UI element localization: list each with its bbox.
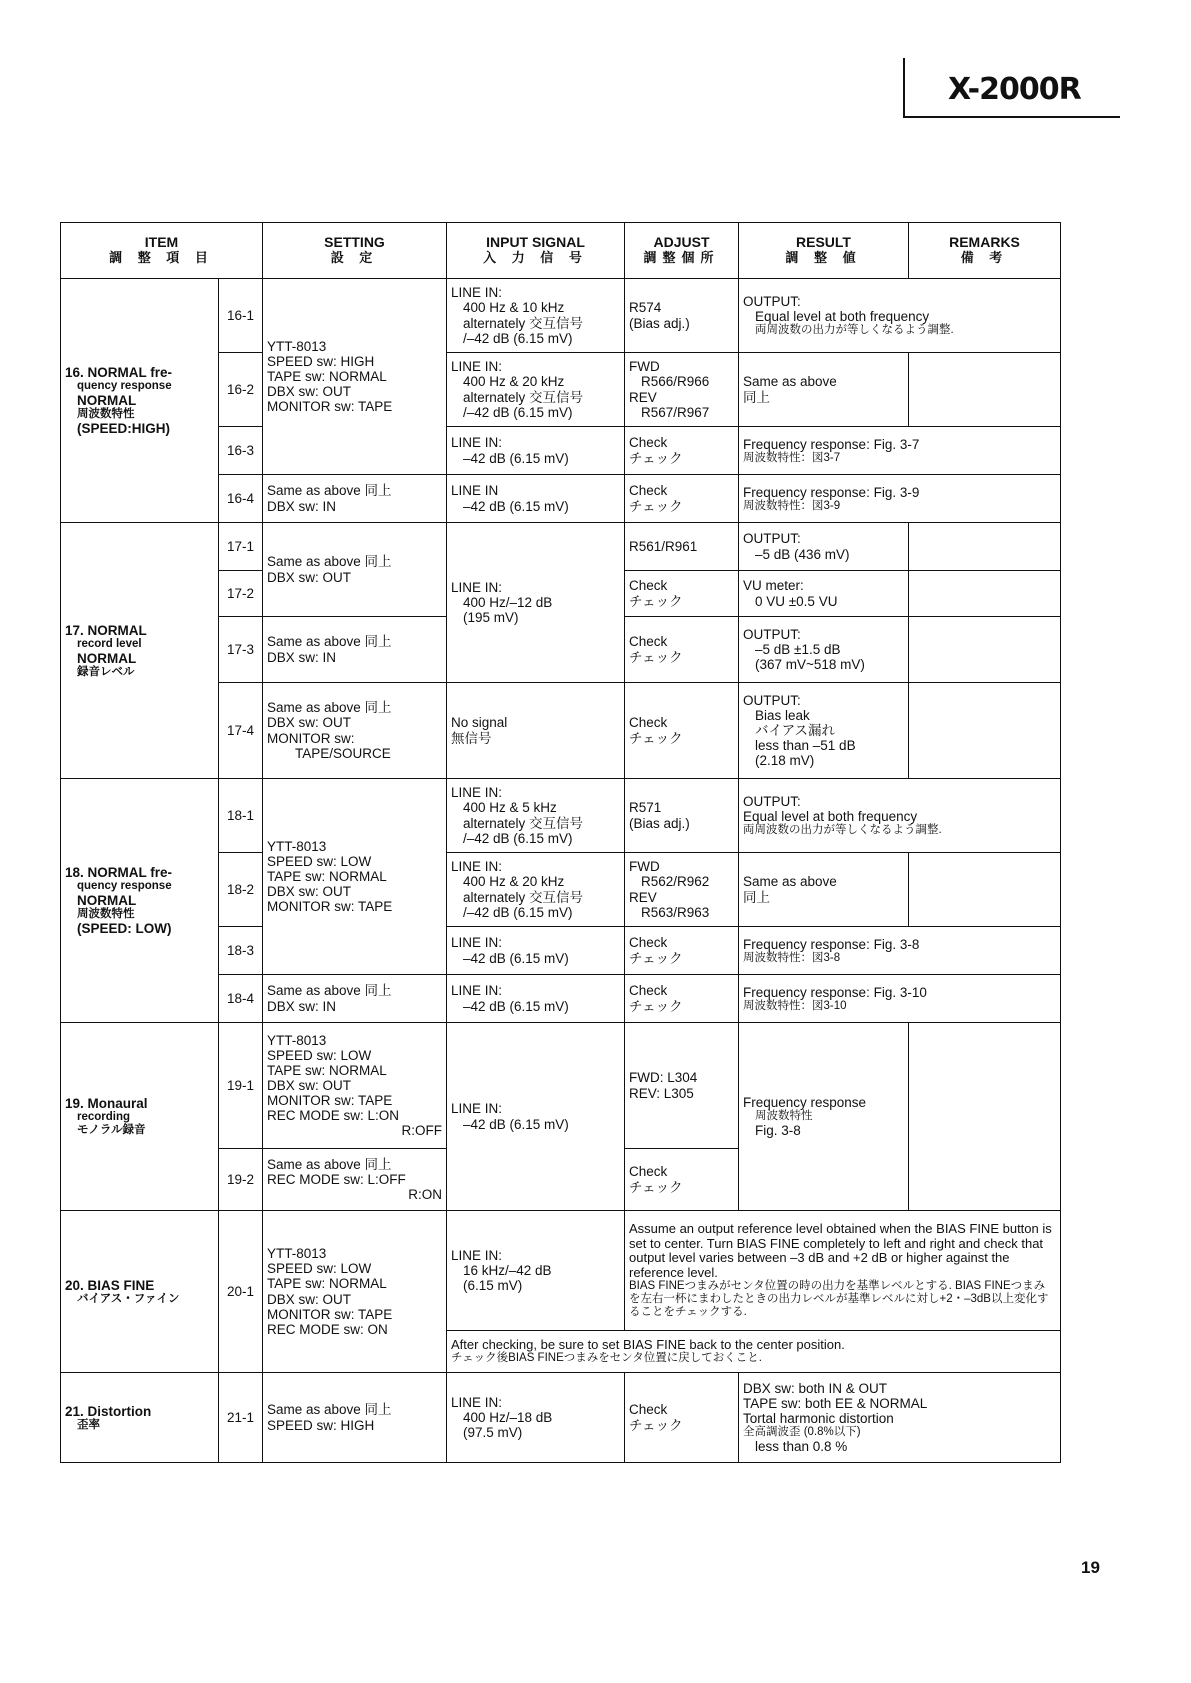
remarks-cell — [909, 571, 1061, 617]
step-number: 18-2 — [219, 853, 263, 927]
result-cell: OUTPUT: –5 dB ±1.5 dB (367 mV~518 mV) — [739, 617, 909, 683]
col-setting: SETTING 設 定 — [263, 223, 447, 279]
page-number: 19 — [1081, 1558, 1100, 1577]
input-cell: LINE IN: –42 dB (6.15 mV) — [447, 427, 625, 475]
setting-cell: Same as above 同上 DBX sw: IN — [263, 475, 447, 523]
input-cell: LINE IN: –42 dB (6.15 mV) — [447, 927, 625, 975]
step-number: 17-4 — [219, 683, 263, 779]
step-number: 20-1 — [219, 1211, 263, 1373]
col-adjust: ADJUST 調整個所 — [625, 223, 739, 279]
item-21: 21. Distortion 歪率 — [61, 1373, 219, 1463]
table-row — [61, 279, 1061, 353]
result-cell: VU meter: 0 VU ±0.5 VU — [739, 571, 909, 617]
page-header — [903, 58, 1120, 118]
result-cell: Frequency response: Fig. 3-7 周波数特性：図3-7 — [739, 427, 1061, 475]
step-number: 19-2 — [219, 1149, 263, 1211]
result-cell: Same as above 同上 — [739, 353, 909, 427]
remarks-cell — [909, 523, 1061, 571]
setting-cell: Same as above 同上 SPEED sw: HIGH — [263, 1373, 447, 1463]
col-item: ITEM 調 整 項 目 — [61, 223, 263, 279]
adjust-cell: FWD R562/R962 REV R563/R963 — [625, 853, 739, 927]
adjust-cell: Check チェック — [625, 427, 739, 475]
step-number: 18-4 — [219, 975, 263, 1023]
setting-cell: Same as above 同上 DBX sw: OUT — [263, 523, 447, 617]
adjust-cell: Check チェック — [625, 1373, 739, 1463]
setting-cell: YTT-8013 SPEED sw: LOW TAPE sw: NORMAL DBX sw: OUT MONITOR sw: TAPE — [263, 779, 447, 975]
remarks-cell — [909, 853, 1061, 927]
setting-cell: Same as above 同上 DBX sw: IN — [263, 617, 447, 683]
adjust-cell: Check チェック — [625, 475, 739, 523]
setting-cell: Same as above 同上 REC MODE sw: L:OFF R:ON — [263, 1149, 447, 1211]
adjust-cell: R574 (Bias adj.) — [625, 279, 739, 353]
item-18: 18. NORMAL fre- quency response NORMAL 周波数特性 (SPEED: LOW) — [61, 779, 219, 1023]
setting-cell: Same as above 同上 DBX sw: OUT MONITOR sw: TAPE/SOURCE — [263, 683, 447, 779]
result-cell: OUTPUT: Equal level at both frequency 両周波数の出力が等しくなるよう調整. — [739, 779, 1061, 853]
result-cell: Same as above 同上 — [739, 853, 909, 927]
adjust-cell: Check チェック — [625, 927, 739, 975]
step-number: 16-1 — [219, 279, 263, 353]
result-cell: Frequency response: Fig. 3-8 周波数特性：図3-8 — [739, 927, 1061, 975]
step-number: 17-2 — [219, 571, 263, 617]
item-17: 17. NORMAL record level NORMAL 録音レベル — [61, 523, 219, 779]
adjust-cell: R561/R961 — [625, 523, 739, 571]
col-result: RESULT 調 整 値 — [739, 223, 909, 279]
input-cell: LINE IN: 400 Hz/–12 dB (195 mV) — [447, 523, 625, 683]
step-number: 17-3 — [219, 617, 263, 683]
result-cell: DBX sw: both IN & OUT TAPE sw: both EE & NORMAL Tortal harmonic distortion 全高調波歪 (0.8%以下) less than 0.8 % — [739, 1373, 1061, 1463]
result-cell: OUTPUT: –5 dB (436 mV) — [739, 523, 909, 571]
input-cell: LINE IN: 400 Hz & 10 kHz alternately 交互信号 /–42 dB (6.15 mV) — [447, 279, 625, 353]
col-input: INPUT SIGNAL 入 力 信 号 — [447, 223, 625, 279]
col-remarks: REMARKS 備 考 — [909, 223, 1061, 279]
table-row — [61, 523, 1061, 571]
result-cell: Frequency response 周波数特性 Fig. 3-8 — [739, 1023, 909, 1211]
setting-cell: YTT-8013 SPEED sw: LOW TAPE sw: NORMAL DBX sw: OUT MONITOR sw: TAPE REC MODE sw: ON — [263, 1211, 447, 1373]
adjust-cell: FWD R566/R966 REV R567/R967 — [625, 353, 739, 427]
adjust-cell: Check チェック — [625, 1149, 739, 1211]
adjust-cell: R571 (Bias adj.) — [625, 779, 739, 853]
input-cell: LINE IN: 400 Hz & 5 kHz alternately 交互信号 /–42 dB (6.15 mV) — [447, 779, 625, 853]
item-16: 16. NORMAL fre- quency response NORMAL 周波数特性 (SPEED:HIGH) — [61, 279, 219, 523]
input-cell: LINE IN: 16 kHz/–42 dB (6.15 mV) — [447, 1211, 625, 1331]
step-number: 16-2 — [219, 353, 263, 427]
remarks-cell — [909, 683, 1061, 779]
step-number: 16-4 — [219, 475, 263, 523]
remarks-cell — [909, 1023, 1061, 1211]
table-row — [61, 1211, 1061, 1331]
input-cell: LINE IN: 400 Hz/–18 dB (97.5 mV) — [447, 1373, 625, 1463]
input-cell: LINE IN: –42 dB (6.15 mV) — [447, 975, 625, 1023]
setting-cell: YTT-8013 SPEED sw: HIGH TAPE sw: NORMAL DBX sw: OUT MONITOR sw: TAPE — [263, 279, 447, 475]
setting-cell: YTT-8013 SPEED sw: LOW TAPE sw: NORMAL DBX sw: OUT MONITOR sw: TAPE REC MODE sw: L:ON R:OFF — [263, 1023, 447, 1149]
adjust-cell: Check チェック — [625, 617, 739, 683]
remarks-cell — [909, 617, 1061, 683]
adjust-cell: FWD: L304 REV: L305 — [625, 1023, 739, 1149]
step-number: 18-3 — [219, 927, 263, 975]
adjust-cell: Check チェック — [625, 683, 739, 779]
adjust-cell: Check チェック — [625, 975, 739, 1023]
adjust-cell: Check チェック — [625, 571, 739, 617]
step-number: 21-1 — [219, 1373, 263, 1463]
table-row — [61, 1373, 1061, 1463]
input-cell: LINE IN: 400 Hz & 20 kHz alternately 交互信号 /–42 dB (6.15 mV) — [447, 853, 625, 927]
table-header-row — [61, 223, 1061, 279]
table-row — [61, 1023, 1061, 1149]
step-number: 19-1 — [219, 1023, 263, 1149]
model-name: X-2000R — [948, 72, 1081, 107]
input-cell: LINE IN –42 dB (6.15 mV) — [447, 475, 625, 523]
setting-cell: Same as above 同上 DBX sw: IN — [263, 975, 447, 1023]
input-cell: LINE IN: –42 dB (6.15 mV) — [447, 1023, 625, 1211]
input-cell: LINE IN: 400 Hz & 20 kHz alternately 交互信号 /–42 dB (6.15 mV) — [447, 353, 625, 427]
result-cell: Frequency response: Fig. 3-9 周波数特性：図3-9 — [739, 475, 1061, 523]
item-20: 20. BIAS FINE バイアス・ファイン — [61, 1211, 219, 1373]
table-row — [61, 779, 1061, 853]
input-cell: No signal 無信号 — [447, 683, 625, 779]
step-number: 16-3 — [219, 427, 263, 475]
step-number: 17-1 — [219, 523, 263, 571]
bias-fine-note: Assume an output reference level obtained when the BIAS FINE button is set to center. Turn BIAS FINE completely to left and right and check that output level varies between –3 dB and +2 dB or higher against the reference level. BIAS FINEつまみがセンタ位置の時の出力を基準レベルとする. BIAS FINEつまみを左右一杯にまわしたときの出力レベルが基準レベルに対し+2・–3dB以上変化することをチェックする. — [625, 1211, 1061, 1331]
result-cell: Frequency response: Fig. 3-10 周波数特性：図3-10 — [739, 975, 1061, 1023]
item-19: 19. Monaural recording モノラル録音 — [61, 1023, 219, 1211]
bias-fine-after-note: After checking, be sure to set BIAS FINE back to the center position. チェック後BIAS FINEつまみをセンタ位置に戻しておくこと. — [447, 1331, 1061, 1373]
adjustment-table — [60, 222, 1061, 1463]
remarks-cell — [909, 353, 1061, 427]
step-number: 18-1 — [219, 779, 263, 853]
result-cell: OUTPUT: Bias leak バイアス漏れ less than –51 dB (2.18 mV) — [739, 683, 909, 779]
result-cell: OUTPUT: Equal level at both frequency 両周波数の出力が等しくなるよう調整. — [739, 279, 1061, 353]
